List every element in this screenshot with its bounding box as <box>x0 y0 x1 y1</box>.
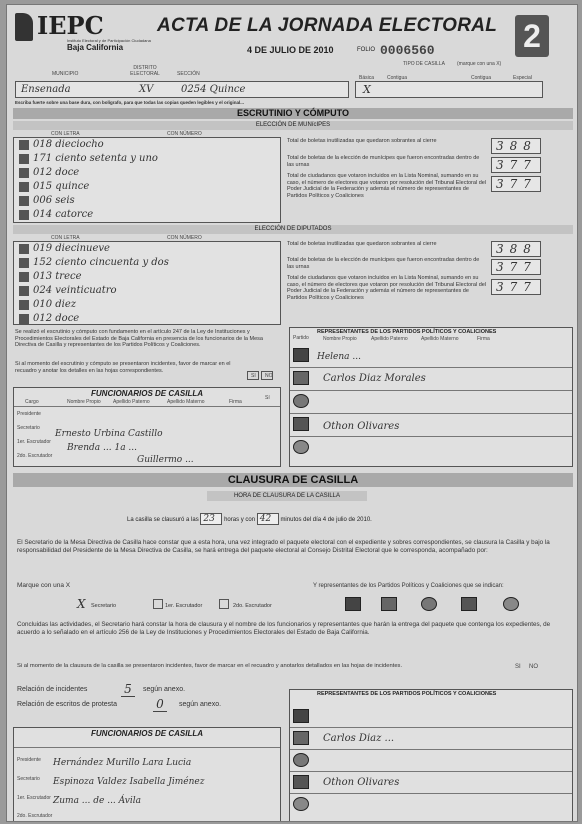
party-logo-icon <box>421 597 437 611</box>
func-col-firma: Firma <box>229 399 242 405</box>
relacion-incidentes-label: Relación de incidentes <box>17 686 88 693</box>
distrito-value: XV <box>139 84 154 95</box>
municipio-value: Ensenada <box>21 84 71 95</box>
func-role: Secretario <box>17 425 40 431</box>
party-logo-icon <box>19 210 29 220</box>
clausura-para1: El Secretario de la Mesa Directiva de Casilla hace constar que a esta hora, una vez integrado el paquete electoral con el expediente y sobres correspondientes, se clausura la Casilla y bajo la responsabilidad del Presidente de la Mesa Directiva de Casilla, se hará entrega del paquete electoral al Consejo Distrital Electoral que le corresponda, acompañado por: <box>17 539 550 554</box>
munic-title: ELECCIÓN DE MUNícIPES <box>13 121 573 130</box>
opt-1er-escrutador: 1er. Escrutador <box>165 603 203 609</box>
tipo-option-especial: Especial <box>513 75 532 81</box>
munic-entry: 006 seis <box>33 195 75 206</box>
func-col-paterno: Apellido Paterno <box>113 399 150 405</box>
func-col-materno: Apellido Materno <box>167 399 205 405</box>
election-date: 4 DE JULIO DE 2010 <box>247 45 334 55</box>
party-logo-icon <box>503 597 519 611</box>
dip-entry: 152 ciento cincuenta y dos <box>33 257 169 268</box>
col-municipio: MUNICIPIO <box>52 71 79 77</box>
func-name: Brenda ... 1a ... <box>67 443 138 453</box>
hora-text-b: horas y con <box>224 517 256 523</box>
dip-entry: 012 doce <box>33 313 80 324</box>
party-logo-icon <box>19 196 29 206</box>
col-distrito: DISTRITO ELECTORAL <box>130 65 160 77</box>
tipo-option-basica: Básica <box>359 75 375 81</box>
clausura-func-name: Hernández Murillo Lara Lucia <box>53 758 192 768</box>
rep-col-materno: Apellido Materno <box>421 336 459 342</box>
func-name: Guillermo ... <box>137 455 194 465</box>
instruction-line: Escriba fuerte sobre una base dura, con bolígrafo, para que todas las copias queden legibles y el original... <box>15 100 245 105</box>
rep-divider <box>290 793 572 794</box>
rep-col-nombre: Nombre Propio <box>323 336 357 342</box>
seccion-value: 0254 Quince <box>181 84 246 95</box>
munic-total-boletas-label: Total de boletas inutilizadas que quedaron sobrantes al cierre <box>287 138 437 144</box>
rep-col-paterno: Apellido Paterno <box>371 336 408 342</box>
party-logo-icon <box>381 597 397 611</box>
funcionarios-title: FUNCIONARIOS DE CASILLA <box>91 389 203 398</box>
acta-number-badge: 2 <box>515 15 549 57</box>
clausura-func-role: 1er. Escrutador <box>17 795 51 801</box>
party-logo-icon <box>345 597 361 611</box>
incident-si: SI <box>251 373 256 379</box>
rep-name: Helena ... <box>317 352 361 362</box>
x-mark: X <box>77 597 86 611</box>
munic-entry: 171 ciento setenta y uno <box>33 153 158 164</box>
pvem-logo-icon <box>293 440 309 454</box>
func-role: 2do. Escrutador <box>17 453 53 459</box>
tipo-label: TIPO DE CASILLA <box>403 61 445 67</box>
marque-label: Marque con una X <box>17 582 71 589</box>
clausura-func-role: Secretario <box>17 776 40 782</box>
party-logo-icon <box>461 597 477 611</box>
dip-total-boletas: 388 <box>491 241 541 257</box>
party-logo-icon <box>19 244 29 254</box>
reps-text: Y representantes de los Partidos Políticos y Coaliciones que se indican: <box>313 583 504 589</box>
hora-text-c: minutos del día 4 de julio de 2010. <box>280 517 372 523</box>
clausura-rep-title: REPRESENTANTES DE LOS PARTIDOS POLÍTICOS Y COALICIONES <box>317 691 497 697</box>
clausura-para2: Concluidas las actividades, el Secretario hará constar la hora de clausura y el nombre de los funcionarios y representantes que harán la entrega del paquete que contenga los expedientes, de acuerdo a lo señalado en el artículo 256 de la Ley de Instituciones y Procedimientos Electorales del Estado de Baja California. <box>17 621 551 636</box>
rep-divider <box>290 727 572 728</box>
rep-divider <box>290 413 572 414</box>
relacion-incidentes-value: 5 <box>121 682 135 697</box>
rep-col-partido: Partido <box>293 335 309 341</box>
munic-entry: 015 quince <box>33 181 90 192</box>
rep-divider <box>290 390 572 391</box>
dip-entry: 013 trece <box>33 271 82 282</box>
func-name: Ernesto Urbina Castillo <box>55 429 163 439</box>
dip-col-letra: CON LETRA <box>51 235 80 241</box>
representantes-table <box>289 327 573 467</box>
clausura-rep-name: Othon Olivares <box>323 777 400 788</box>
func-divider <box>14 747 280 748</box>
rep-name: Carlos Diaz Morales <box>323 373 426 384</box>
clausura-func-role: Presidente <box>17 757 41 763</box>
munic-entry: 012 doce <box>33 167 80 178</box>
opt-secretario: Secretario <box>91 603 117 609</box>
clausura-func-name: Zuma ... de ... Ávila <box>53 796 141 806</box>
opt-checkbox-2[interactable] <box>219 599 229 609</box>
pvem-logo-icon <box>293 797 309 811</box>
prd-logo-icon <box>293 753 309 767</box>
munic-entry: 014 catorce <box>33 209 94 220</box>
pri-logo-icon <box>293 731 309 745</box>
rep-divider <box>290 771 572 772</box>
folio-label: FOLIO <box>357 47 376 53</box>
party-logo-icon <box>19 182 29 192</box>
party-logo-icon <box>19 286 29 296</box>
incident-checkbox-no[interactable] <box>261 371 273 380</box>
opt-2do-escrutador: 2do. Escrutador <box>233 603 272 609</box>
party-logo-icon <box>19 140 29 150</box>
munic-col-letra: CON LETRA <box>51 131 80 137</box>
rep-divider <box>290 436 572 437</box>
munic-total-ciudadanos-label: Total de ciudadanos que votaron incluidos en la Lista Nominal, sumando en su caso, el número de electores que votaron por resolución del Tribunal Electoral del Poder Judicial de la Federación y además el número de representantes de Partidos Políticos y Coaliciones <box>287 173 487 199</box>
clausura-no: NO <box>529 664 538 670</box>
legal-text: Se realizó el escrutinio y cómputo con fundamento en el artículo 247 de la Ley de Instituciones y Procedimientos Electorales del Estado de Baja California en presencia de los funcionarios de la Mesa Directiva de Casilla y representantes de los Partidos Políticos y Coaliciones. <box>15 329 263 348</box>
folio-number: 0006560 <box>380 43 435 58</box>
clausura-rep-name: Carlos Diaz ... <box>323 733 395 744</box>
tipo-option-contigua-2: Contigua <box>471 75 492 81</box>
rep-title: REPRESENTANTES DE LOS PARTIDOS POLÍTICOS Y COALICIONES <box>317 329 497 335</box>
tipo-boxes <box>355 81 543 98</box>
munic-col-numero: CON NÚMERO <box>167 131 202 137</box>
func-col-nombre: Nombre Propio <box>67 399 101 405</box>
clausura-representantes-table <box>289 689 573 822</box>
munic-entry: 018 dieciocho <box>33 139 104 150</box>
clausura-funcionarios-table <box>13 727 281 822</box>
hora-text-a: La casilla se clausuró a las <box>127 517 199 523</box>
tipo-x-mark: X <box>363 83 371 96</box>
clausura-title: CLAUSURA DE CASILLA <box>13 473 573 487</box>
relacion-escritos-label: Relación de escritos de protesta <box>17 701 117 708</box>
org-line2: Baja California <box>67 43 124 52</box>
clausura-incidents-text: Si al momento de la clausura de la casilla se presentaron incidentes, favor de marcar en el recuadro y anotarlos detallados en las hojas de incidentes. <box>17 663 403 669</box>
dip-title: ELECCIÓN DE DIPUTADOS <box>13 225 573 234</box>
clausura-func-name: Espinoza Valdez Isabella Jiménez <box>53 777 205 787</box>
dip-entry: 010 diez <box>33 299 77 310</box>
pt-logo-icon <box>293 417 309 431</box>
func-col-cargo: Cargo <box>25 399 39 405</box>
func-role: Presidente <box>17 411 41 417</box>
escrutinio-title: ESCRUTINIO Y CÓMPUTO <box>13 108 573 119</box>
func-col-si: Sí <box>265 395 270 401</box>
org-line1: Instituto Electoral y de Participación Ciudadana <box>67 38 151 43</box>
segun-anexo-2: según anexo. <box>179 701 222 708</box>
party-logo-icon <box>19 272 29 282</box>
org-name: IEPC <box>37 11 104 40</box>
party-logo-icon <box>19 314 29 324</box>
dip-total-votos-label: Total de boletas de la elección de munícipes que fueron encontradas dentro de las urnas <box>287 257 480 270</box>
relacion-escritos-value: 0 <box>153 697 167 712</box>
party-logo-icon <box>19 168 29 178</box>
func-role: 1er. Escrutador <box>17 439 51 445</box>
incident-checkbox-si[interactable] <box>247 371 259 380</box>
dip-total-ciudadanos-label: Total de ciudadanos que votaron incluidos en la Lista Nominal, sumando en su caso, el número de electores que votaron por resolución del Tribunal Electoral del Poder Judicial de la Federación y además el número de representantes de Partidos Políticos y Coaliciones <box>287 275 487 301</box>
rep-name: Othon Olivares <box>323 421 400 432</box>
tipo-option-contigua: Contigua <box>387 75 408 81</box>
acta-document <box>6 4 578 822</box>
hora-title: HORA DE CLAUSURA DE LA CASILLA <box>207 491 367 501</box>
func-divider <box>14 406 280 407</box>
document-title: ACTA DE LA JORNADA ELECTORAL <box>157 15 498 36</box>
iepc-logo-icon <box>15 13 33 41</box>
pt-logo-icon <box>293 775 309 789</box>
clausura-func-role: 2do. Escrutador <box>17 813 53 819</box>
dip-entry: 024 veinticuatro <box>33 285 117 296</box>
rep-divider <box>290 749 572 750</box>
munic-total-votos: 377 <box>491 157 541 173</box>
munic-total-ciudadanos: 377 <box>491 176 541 192</box>
incident-text: Si al momento del escrutinio y cómputo se presentaron incidentes, favor de marcar en el recuadro y anotar los detalles en las hojas correspondientes. <box>15 361 231 374</box>
party-logo-icon <box>19 258 29 268</box>
pri-logo-icon <box>293 371 309 385</box>
incident-no: NO <box>265 373 273 379</box>
clausura-funcionarios-title: FUNCIONARIOS DE CASILLA <box>91 729 203 738</box>
prd-logo-icon <box>293 394 309 408</box>
party-logo-icon <box>19 154 29 164</box>
segun-anexo-1: según anexo. <box>143 686 186 693</box>
munic-total-boletas: 388 <box>491 138 541 154</box>
rep-col-firma: Firma <box>477 336 490 342</box>
hora-value: 23 <box>200 513 222 525</box>
pan-logo-icon <box>293 709 309 723</box>
dip-total-boletas-label: Total de boletas inutilizadas que quedaron sobrantes al cierre <box>287 241 437 247</box>
col-seccion: SECCIÓN <box>177 71 200 77</box>
dip-entry: 019 diecinueve <box>33 243 110 254</box>
rep-divider <box>290 367 572 368</box>
party-logo-icon <box>19 300 29 310</box>
dip-total-ciudadanos: 377 <box>491 279 541 295</box>
munic-total-votos-label: Total de boletas de la elección de munícipes que fueron encontradas dentro de las urnas <box>287 155 480 168</box>
dip-total-votos: 377 <box>491 259 541 275</box>
tipo-hint: (marque con una X) <box>457 61 502 67</box>
opt-checkbox-1[interactable] <box>153 599 163 609</box>
min-value: 42 <box>257 513 279 525</box>
pan-logo-icon <box>293 348 309 362</box>
dip-col-numero: CON NÚMERO <box>167 235 202 241</box>
clausura-si: SI <box>515 664 521 670</box>
hora-line <box>127 513 372 525</box>
